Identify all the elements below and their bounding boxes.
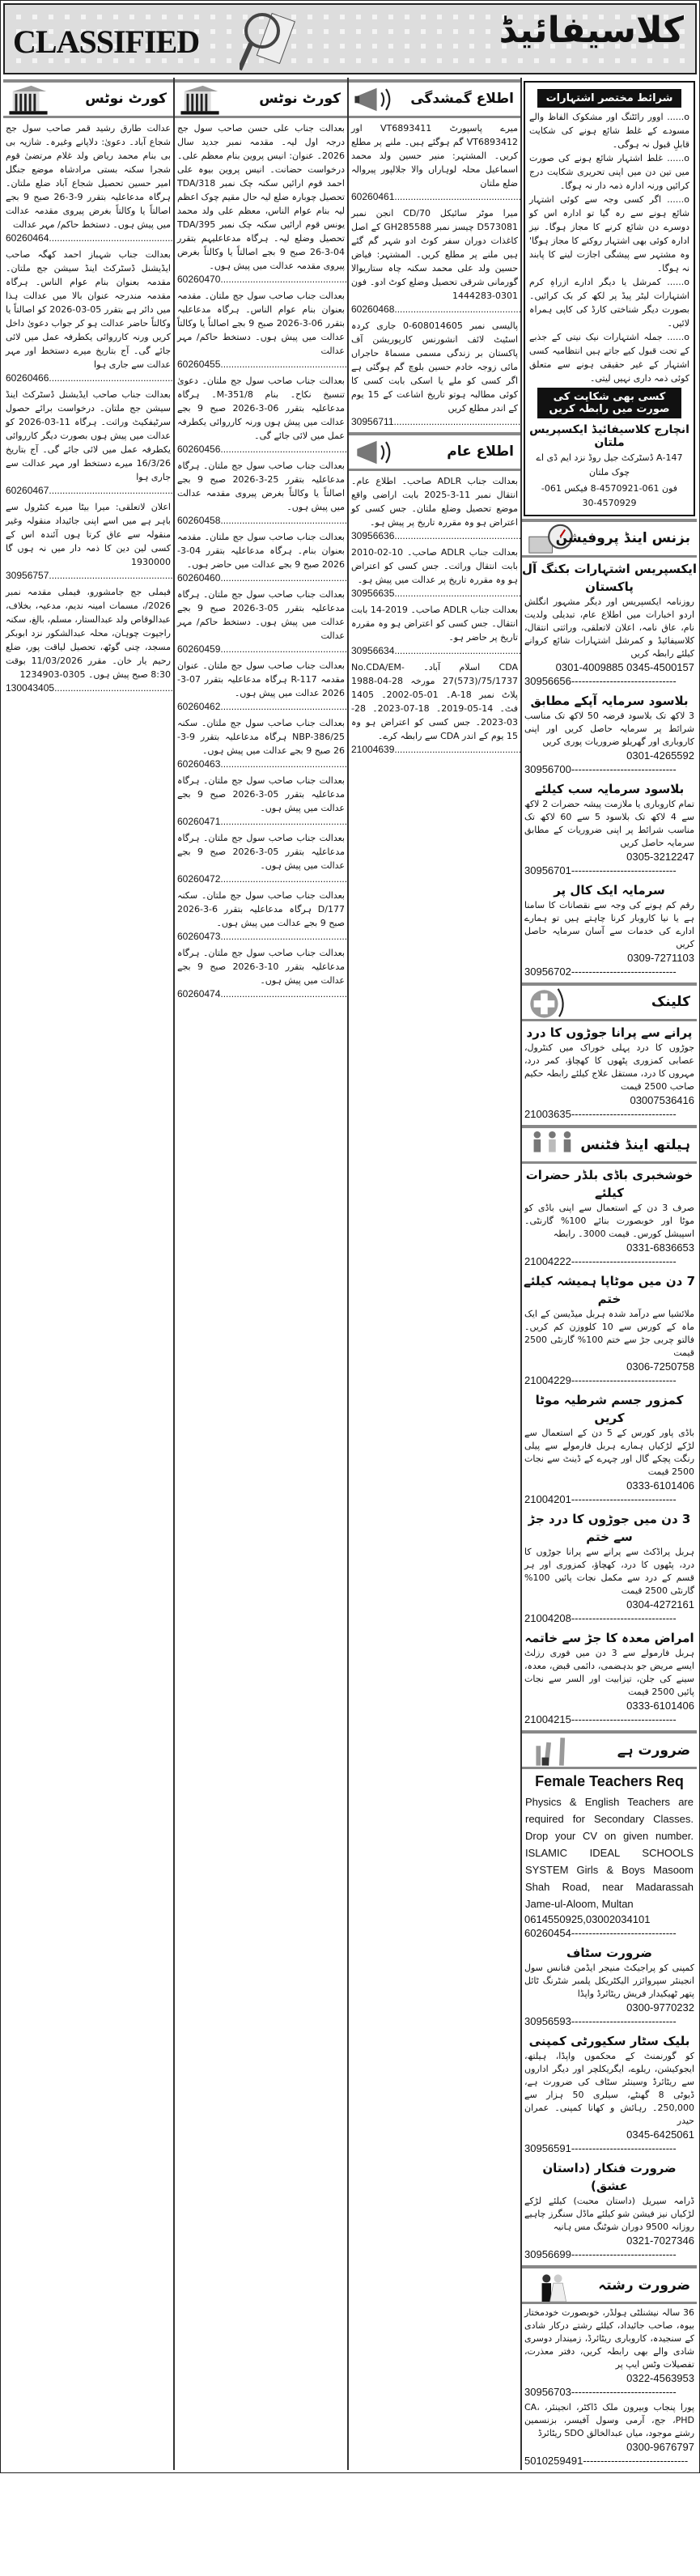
ad-phone: 0301-4265592 bbox=[626, 749, 694, 762]
section-header bbox=[522, 982, 697, 1021]
notice-id: 60260464 ..... bbox=[3, 231, 173, 247]
notice-item bbox=[349, 473, 520, 545]
section-header bbox=[3, 79, 173, 118]
classified-ad bbox=[522, 560, 697, 690]
ad-phone: 0305-3212247 bbox=[626, 851, 694, 863]
ad-id: 21004215 ----- bbox=[522, 1712, 697, 1729]
ad-id: 30956703 ----- bbox=[522, 2385, 697, 2401]
notice-id: 60260471 ..... bbox=[175, 815, 347, 830]
ad-headline: ضرورت فنکار (داستان عشق) bbox=[542, 2161, 677, 2193]
ad-body: ملائشیا سے درآمد شدہ ہربل میڈیسن کے ایک ماہ کے کورس سے 10 کلووزن کم کریں۔ فالتو چربی جڑ سے ختم 100% گارنٹی 2500 قیمت bbox=[524, 1309, 694, 1358]
notice-text: بعدالت جناب شہباز احمد کھگہ صاحب ایڈیشنل ڈسٹرکٹ اینڈ سیشن جج ملتان۔ مقدمہ بعنوان بنام عوام الناس۔ ہرگاہ مقدمہ مندرجہ عنوان بالا میں عدالت ہذا میں دائر ہے بتقرر 05-03-2026 کو اصالتاً یا وکالتاً حاضر عدالت ہو کر جواب دعویٰ داخل کریں ورنہ کارروائی یکطرفہ عمل میں لائی جائے گی۔ آج بتاریخ میرے دستخط اور مہر عدالت سے جاری ہوا bbox=[6, 249, 172, 370]
classified-ad bbox=[522, 1272, 697, 1390]
classified-ad bbox=[522, 1944, 697, 2031]
ad-id: 21004201 ----- bbox=[522, 1492, 697, 1509]
notice-item bbox=[175, 715, 347, 773]
incharge-label: انچارج کلاسیفائیڈ ایکسپریس ملتان bbox=[529, 423, 689, 449]
section-header bbox=[522, 1730, 697, 1769]
ad-phone: 0333-6101406 bbox=[626, 1700, 694, 1712]
notice-id: 60260463 ..... bbox=[175, 758, 347, 773]
notice-item bbox=[175, 458, 347, 529]
ad-id: 30956656 ----- bbox=[522, 674, 697, 690]
ad-body: ڈرامہ سیریل (داستان محبت) کیلئے لڑکے لڑکیاں نیز فیشن شو کیلئے ماڈل سنگرز چاہیے روزانہ 9500 دوران شوٹنگ مس ہانیہ bbox=[524, 2196, 694, 2232]
ad-id: 21004222 ----- bbox=[522, 1254, 697, 1271]
notice-item bbox=[349, 318, 520, 431]
ad-body: 3 لاکھ تک بلاسود قرضہ 50 لاکھ تک مناسب شرائط پر سرمایہ حاصل کریں اور اپنی کاروباری اور گھریلو ضروریات پوری کریں bbox=[524, 711, 694, 747]
classified-ad bbox=[522, 1510, 697, 1628]
section-title: اطلاع عام bbox=[447, 443, 514, 460]
notice-id: 60260458 ..... bbox=[175, 514, 347, 529]
section-header bbox=[522, 2265, 697, 2304]
notice-item bbox=[349, 660, 520, 758]
ad-phone: 0304-4272161 bbox=[626, 1598, 694, 1611]
section-title: کورٹ نوٹس bbox=[259, 91, 341, 107]
notice-id: 60260456 ..... bbox=[175, 443, 347, 458]
notice-item bbox=[175, 830, 347, 888]
notice-item bbox=[175, 121, 347, 288]
notice-text: فیملی جج جامشورو، فیملی مقدمہ نمبر 2026/، مسمات امینہ ندیم، مدعیہ، بخلاف، عبدالوقاص ولد عبدالستار، مسلم، بالغ، سکنہ راجپوت چوہان، محلہ عبدالشکور نزد ابوبکر مسجد، چنی گوٹھ، تحصیل لیاقت پور، ضلع رحیم یار خان۔ مقرر 11/03/2026 بوقت 8:30 صبح پیش ہوں۔ 0305-1234903 bbox=[6, 587, 171, 680]
female-teachers-ad bbox=[522, 1772, 697, 1942]
office-address: 147-A ڈسٹرکٹ جیل روڈ نزد ایم ڈی اے چوک ملتان bbox=[536, 452, 683, 477]
notice-text: بعدالت جناب صاحب سول جج ملتان۔ ہرگاہ مدعاعلیہ بتقرر 10-3-2026 صبح 9 بجے عدالت میں پیش ہوں۔ bbox=[177, 948, 345, 986]
section-title: ضرورت رشتہ bbox=[598, 2277, 690, 2294]
classified-ad bbox=[522, 1629, 697, 1729]
notice-item bbox=[349, 545, 520, 602]
ad-id: 30956699 ----- bbox=[522, 2247, 697, 2264]
notice-item bbox=[175, 658, 347, 715]
terms-item: o...... اوور رائٹنگ اور مشکوک الفاظ والے مسودے کے غلط شائع ہونے کی شکایت قابلِ قبول نہ ہوگی۔ bbox=[529, 112, 689, 150]
notice-id: 60260455 ..... bbox=[175, 358, 347, 373]
notice-text: بعدالت جناب صاحب سول جج ملتان۔ ہرگاہ مدعاعلیہ بتقرر 05-3-2026 صبح 9 بجے عدالت میں پیش ہوں۔ bbox=[177, 833, 345, 871]
classified-ad bbox=[522, 2159, 697, 2264]
classified-ad bbox=[522, 2032, 697, 2158]
ad-id: 21004208 ----- bbox=[522, 1611, 697, 1628]
notice-text: بعدالت جناب صاحب ایڈیشنل ڈسٹرکٹ اینڈ سیشن جج ملتان۔ درخواست برائے حصول سرٹیفکیٹ وراثت۔ ہرگاہ 11-03-2026 کو عدالت میں پیش ہوں بصورت دیگر کارروائی یکطرفہ عمل میں لائی جائے گی۔ آج بتاریخ 16/3/26 میرے دستخط اور مہر عدالت سے جاری ہوا bbox=[6, 389, 172, 482]
ad-phone: 0322-4563953 bbox=[626, 2372, 694, 2384]
notice-text: بعدالت جناب علی حسن صاحب سول جج درجہ اول لیہ۔ مقدمہ نمبر جدید سال 2026۔ عنوان: انیس پروین بنام معظم علی۔ درخواست حضانت۔ انیس پروین بیوہ علی احمد قوم ارائیں سکنہ چک نمبر 318/TDA تحصیل چوبارہ ضلع لیہ حال مقیم چوک اعظم لیہ بنام عوام الناس، معظم علی ولد محمد یونس قوم ارائیں سکنہ چک نمبر 395/TDA تحصیل وضلع لیہ۔ ہرگاہ مدعاعلیہم بتقرر 04-3-26 صبح 9 بجے اصالتاً یا وکالتاً بغرض پیروی مقدمہ عدالت میں پیش ہوں۔ bbox=[177, 123, 345, 271]
ad-body: باڈی پاور کورس کے 5 دن کے استعمال سے لڑکے لڑکیاں ہمارے ہربل فارمولے سے پیلی رنگت پچکے گال اور چہرے کے ڈینٹ سے نجات 2500 قیمت bbox=[524, 1428, 694, 1477]
ad-phone: 0321-7027346 bbox=[626, 2234, 694, 2247]
section-header bbox=[522, 1125, 697, 1164]
notice-text: بعدالت جناب ADLR صاحب۔ اطلاع عام۔ انتقال نمبر 11-3-2025 بابت اراضی واقع موضع تحصیل وضلع ملتان۔ جس کسی کو اعتراض ہو وہ مقررہ تاریخ پر پیش ہو۔ bbox=[351, 476, 518, 528]
ad-body: کو گورنمنٹ کے محکموں واپڈا، ہیلتھ، ایجوکیشن، ریلوے، ایگریکلچر اور دیگر اداروں سے ریٹائرڈ وسینئر سٹاف کی ضرورت ہے، ڈیوٹی 8 گھنٹے، سیلری 50 ہزار سے 250,000۔ رہائش و کھانا کمپنی۔ عمران حیدر bbox=[524, 2051, 694, 2126]
ad-phone: 0331-6836653 bbox=[626, 1241, 694, 1254]
ad-phone: 0300-9770232 bbox=[626, 2001, 694, 2014]
ad-body: روزنامہ ایکسپریس اور دیگر مشہور انگلش اردو اخبارات میں اطلاع عام، تبدیلی ولدیت نام، عاق نامہ، اعلان لاتعلقی، وراثتی انتقال، کلاسیفائیڈ و کمرشل اشتہارات شائع کروانے کیلئے رابطہ کریں bbox=[524, 596, 694, 659]
notice-item bbox=[349, 602, 520, 660]
ad-id: 30956591 ----- bbox=[522, 2141, 697, 2158]
notice-id: 30956634 ..... bbox=[349, 644, 520, 660]
ad-headline: پرانے سے پرانا جوڑوں کا درد bbox=[526, 1025, 693, 1040]
ad-body: Physics & English Teachers are required for Secondary Classes. Drop your CV on given number. ISLAMIC IDEAL SCHOOLS SYSTEM Girls & Boys Masoom Shah Road, near Madarassah Jame-ul-Aloom, Multan bbox=[525, 1796, 694, 1910]
classified-ad bbox=[522, 692, 697, 779]
complaint-banner: کسی بھی شکایت کی صورت میں رابطہ کریں bbox=[537, 388, 681, 418]
masthead-title-en: CLASSIFIED bbox=[13, 23, 200, 60]
ad-phone: 0333-6101406 bbox=[626, 1479, 694, 1492]
ad-body: پورا پنجاب وبیرون ملک ڈاکٹر، انجینئر، CA، PHD، جج، آرمی وسول آفیسر، بزنسمین رشتے موجود، میاں عبدالخالق SDO ریٹائرڈ bbox=[524, 2402, 694, 2438]
ad-headline: سرمایہ ایک کال پر bbox=[554, 883, 665, 898]
terms-item: o...... جملہ اشتہارات نیک نیتی کے جذبے کے تحت قبول کیے جاتے ہیں انتظامیہ کسی اشتہار کے غیر حقیقی ہونے سے متعلق کوئی ذمہ داری نہیں لیتی۔ bbox=[529, 332, 689, 384]
notice-text: پالیسی نمبر 608014605-0 جاری کردہ اسٹیٹ لائف انشورنس کارپوریشن آف پاکستان بر زندگی مسمی مسماۃ حاجراں مائی زوجہ خادم حسین بلوچ گم ہوگئی ہے اگر کسی کو ملے یا اسکی بابت کسی کا کوئی مطالبہ ہوتو تاریخ اشاعت کے 15 یوم کے اندر مطلع کریں bbox=[351, 320, 519, 414]
notice-text: بعدالت جناب صاحب سول جج ملتان۔ ہرگاہ مدعاعلیہ بتقرر 05-3-2026 صبح 9 بجے عدالت میں پیش ہوں۔ دستخط حاکم/ مہر عدالت bbox=[177, 589, 345, 641]
ad-headline: کمزور جسم شرطیہ موٹا کریں bbox=[535, 1393, 684, 1425]
columns bbox=[3, 78, 697, 2470]
notice-text: عدالت طارق رشید قمر صاحب سول جج شجاع آباد۔ دعویٰ: دلاپانے وغیرہ۔ شازیہ بی بی بنام محمد ریاض ولد غلام مرتضیٰ قوم شجرا سکنہ بستی مرادشاہ موضع جنگل امیر حسین تحصیل شجاع آباد ضلع ملتان۔ ہرگاہ مدعاعلیہ بتقرر 9-3-26 صبح 9 بجے اصالتاً یا وکالتاً بغرض پیروی مقدمہ عدالت میں پیش ہوں۔ دستخط حاکم/ مہر عدالت bbox=[6, 123, 171, 230]
notice-item bbox=[3, 121, 173, 247]
notice-item bbox=[3, 584, 173, 697]
notice-id: 60260466 ..... bbox=[3, 371, 173, 387]
ad-body: 36 سالہ نیشنلٹی ہولڈر، خوبصورت خودمختار بیوہ، صاحب جائیداد، کیلئے رشتے درکار شادی کے سنجیدہ، کاروباری ریٹائرڈ، زمیندار دوسری شادی والے بھی رابطہ کریں، دفتر معذرت، تفصیلات وٹس ایپ پر bbox=[524, 2307, 694, 2370]
notice-text: بعدالت جناب صاحب سول جج ملتان۔ مقدمہ بعنوان بنام۔ ہرگاہ مدعاعلیہ بتقرر 04-3-2026 صبح 9 بجے عدالت میں حاضر ہوں۔ bbox=[177, 532, 345, 570]
classified-ad bbox=[522, 1166, 697, 1271]
ad-id: 30956701 ----- bbox=[522, 864, 697, 880]
ad-headline: بلیک سٹار سکیورٹی کمپنی bbox=[528, 2034, 690, 2048]
ad-id: 30956702 ----- bbox=[522, 965, 697, 981]
ad-phone: 03007536416 bbox=[630, 1094, 694, 1106]
notice-id: 60260470 ..... bbox=[175, 273, 347, 288]
classified-ad bbox=[522, 780, 697, 880]
notice-id: 60260468 ..... bbox=[349, 303, 520, 318]
notice-id: 60260467 ..... bbox=[3, 484, 173, 499]
notice-text: بعدالت جناب ADLR صاحب۔ 10-02-2010 بابت انتقال وراثت۔ جس کسی کو اعتراض ہو وہ مقررہ تاریخ پر عدالت میں پیش ہو۔ bbox=[351, 547, 518, 585]
ad-phone: 0309-7271103 bbox=[627, 952, 694, 964]
notice-item bbox=[349, 206, 520, 318]
ad-phone: 0300-9676797 bbox=[626, 2441, 694, 2453]
ad-headline: ضرورت سٹاف bbox=[566, 1946, 652, 1960]
notice-id: 60260472 ..... bbox=[175, 872, 347, 888]
ad-body: تمام کاروباری یا ملازمت پیشہ حضرات 2 لاکھ سے 4 لاکھ تک بلاسود 5 سے 60 لاکھ تک مناسب شرائط پر اپنی ضروریات کے مطابق سرمایہ حاصل کریں bbox=[524, 799, 695, 848]
office-phone: فون 061-4570921-8 فیکس 061-4570929-30 bbox=[541, 483, 678, 508]
ads-column bbox=[522, 78, 697, 2470]
section-title: ضرورت ہے bbox=[617, 1742, 690, 1759]
section-header bbox=[522, 519, 697, 558]
classified-ad bbox=[522, 881, 697, 981]
notice-text: بعدالت جناب ADLR صاحب۔ 2019-14 بابت انتقال۔ جس کسی کو اعتراض ہو وہ مقررہ تاریخ پر حاضر ہو۔ bbox=[351, 605, 518, 643]
ad-headline: امراض معدہ کا جڑ سے خاتمہ bbox=[524, 1631, 694, 1645]
ad-phone: 0614550925,03002034101 bbox=[524, 1913, 651, 1925]
ad-headline: 7 دن میں موٹاپا ہمیشہ کیلئے ختم bbox=[523, 1274, 696, 1306]
notice-text: بعدالت جناب صاحب سول جج ملتان۔ سکنہ 177/D ہرگاہ مدعاعلیہ بتقرر 6-3-2026 صبح 9 بجے عدالت میں پیش ہوں۔ bbox=[177, 890, 345, 928]
classified-ad bbox=[522, 1391, 697, 1509]
ad-id: 30956700 ----- bbox=[522, 762, 697, 779]
notice-id: 30956711 ..... bbox=[349, 415, 520, 431]
terms-item: o...... کمرشل یا دیگر ادارے ازراہِ کرم اشتہارات لیٹر پیڈ پر لکھ کر بک کرائیں۔ بصورت دیگر شناختی کارڈ کی کاپی ہمراہ لائیں۔ bbox=[529, 277, 689, 329]
notice-text: اعلان لاتعلقی: میرا بیٹا میرے کنٹرول سے باہر ہے میں اسے اپنی جائیداد منقولہ وغیر منقولہ سے عاق کرتا ہوں آئندہ اس کے کسی لین دین کا ذمہ دار میں نہ ہوں گا 1930000 bbox=[6, 502, 171, 567]
ad-id: 21004229 ----- bbox=[522, 1373, 697, 1390]
notice-id: 60260473 ..... bbox=[175, 930, 347, 945]
ad-headline: Female Teachers Req bbox=[535, 1773, 684, 1789]
notice-item bbox=[175, 945, 347, 1003]
ad-body: کمپنی کو پراجیکٹ منیجر ایڈمن فنانس سول انجینئر سپروائزر الیکٹریکل پلمبر شٹرنگ ٹائل پتھر ٹھیکیدار فریش ریٹائرڈ واپڈا bbox=[524, 1963, 694, 1999]
ad-phone: 0301-4009885 0345-4500157 bbox=[555, 661, 694, 673]
notice-text: CDA اسلام آباد۔ No.CDA/EM-27(573)/75/1737 مورخہ 28-04-1988 پلاٹ نمبر 18-A۔ 01-05-2002۔ 1405 فٹ۔ 14-05-2019۔ 18-07-2023۔ 28-03-2023۔ جس کسی کو اعتراض ہو وہ 15 یوم کے اندر CDA سے رابطہ کرے۔ bbox=[351, 662, 518, 741]
notice-text: بعدالت جناب صاحب سول جج ملتان۔ سکنہ NBP-386/25 ہرگاہ مدعاعلیہ بتقرر 9-3-26 صبح 9 بجے عدالت میں پیش ہوں۔ bbox=[177, 718, 345, 756]
notice-item bbox=[175, 288, 347, 373]
ad-headline: بلاسود سرمایہ سب کیلئے bbox=[534, 782, 685, 796]
notice-item bbox=[349, 121, 520, 206]
notice-id: 60260474 ..... bbox=[175, 987, 347, 1003]
magnifier-newspaper-icon bbox=[240, 8, 296, 73]
classified-ad bbox=[522, 1024, 697, 1123]
ad-id: 30956593 ----- bbox=[522, 2014, 697, 2031]
notice-item bbox=[175, 529, 347, 587]
ad-id: 60260454 ----- bbox=[522, 1926, 697, 1942]
notice-item bbox=[175, 773, 347, 830]
ad-body: ہربل فارمولے سے 3 دن میں فوری رزلٹ ایسے مریض جو بدہضمی، دائمی قبض، معدہ، سینے کی جلن، تیزابیت اور السر سے نجات پائیں 2500 قیمت bbox=[524, 1648, 694, 1697]
notice-item bbox=[3, 247, 173, 387]
notice-id: 60260461 ..... bbox=[349, 190, 520, 206]
terms-item: o...... غلط اشتہار شائع ہونے کی صورت میں تین دن میں اپنی تحریری شکایت درج کرائیں ورنہ ادارہ ذمہ دار نہ ہوگا۔ bbox=[529, 153, 689, 191]
ad-headline: ایکسپریس اشتہارات بکنگ آل پاکستان bbox=[522, 562, 697, 594]
notice-text: بعدالت جناب صاحب سول جج ملتان۔ ہرگاہ مدعاعلیہ بتقرر 25-3-2026 صبح 9 بجے اصالتاً یا وکالتاً بغرض پیروی مقدمہ عدالت میں پیش ہوں۔ bbox=[177, 460, 345, 512]
terms-item: o...... اگر کسی وجہ سے کوئی اشتہار شائع ہونے سے رہ گیا تو ادارہ اس کو دوسرے دن شائع کرنے کا مجاز ہوگا۔ نیز ادارہ کوئی بھی اشتہار روکنے کا مجاز ہوگا' وہ مشتہر سے پیشگی اجازت لینے کا پابند نہ ہوگا۔ bbox=[528, 194, 689, 274]
ad-id: 21003635 ----- bbox=[522, 1107, 697, 1123]
notice-item bbox=[175, 888, 347, 945]
notice-text: بعدالت جناب صاحب سول جج ملتان۔ ہرگاہ مدعاعلیہ بتقرر 05-3-2026 صبح 9 بجے عدالت میں پیش ہوں۔ bbox=[177, 775, 345, 813]
notice-item bbox=[3, 499, 173, 584]
ad-body: صرف 3 دن کے استعمال سے اپنی باڈی کو موٹا اور خوبصورت بنائے 100% گارنٹی۔ اسپیشل کورس۔ قیمت 3000۔ رابطہ bbox=[524, 1203, 695, 1239]
ad-id: 5010259491 ----- bbox=[522, 2454, 697, 2470]
ad-terms-box bbox=[524, 81, 695, 516]
notice-id: 60260459 ..... bbox=[175, 643, 347, 658]
notice-id: 60260460 ..... bbox=[175, 571, 347, 587]
masthead bbox=[3, 3, 697, 74]
notice-item bbox=[175, 373, 347, 458]
ad-phone: 0306-7250758 bbox=[626, 1360, 694, 1373]
ad-phone: 0345-6425061 bbox=[626, 2128, 694, 2141]
ad-body: ہربل پراڈکٹ سے پرانے سے پرانا جوڑوں کا درد، پٹھوں کا درد، کھچاؤ، کمزوری اور ہر قسم کے درد سے مکمل نجات پائیں 100% گارنٹی 2500 قیمت bbox=[524, 1547, 694, 1596]
section-header bbox=[349, 79, 520, 118]
section-header bbox=[349, 432, 520, 471]
section-title: ہیلتھ اینڈ فٹنس bbox=[580, 1137, 690, 1153]
notice-text: بعدالت جناب صاحب سول جج ملتان۔ مقدمہ بعنوان بنام عوام الناس۔ ہرگاہ مدعاعلیہ بتقرر 06-3-2026 صبح 9 بجے اصالتاً یا وکالتاً عدالت میں پیش ہوں۔ دستخط حاکم/ مہر عدالت bbox=[177, 291, 345, 356]
notice-item bbox=[3, 387, 173, 499]
ad-body: رقم کم ہونے کی وجہ سے نقصانات کا سامنا ہے یا نیا کاروبار کرنا چاہتے ہیں تو ہمارے ادارے کی خدمات سے آسان سرمایہ حاصل کریں bbox=[524, 900, 694, 949]
classified-ad bbox=[522, 2401, 697, 2470]
terms-title: شرائط مختصر اشتہارات bbox=[537, 89, 681, 108]
notice-id: 130043405 ..... bbox=[3, 681, 173, 697]
masthead-title-ur: کلاسیفائیڈ bbox=[498, 10, 684, 51]
ad-headline: بلاسود سرمایہ آپکے مطابق bbox=[530, 694, 689, 708]
court-notices-column-1 bbox=[3, 78, 173, 697]
notice-id: 30956636 ..... bbox=[349, 529, 520, 545]
notice-text: بعدالت جناب صاحب سول جج ملتان۔ عنوان مقدمہ R-117 ہرگاہ مدعاعلیہ بتقرر 07-3-2026 عدالت میں پیش ہوں۔ bbox=[177, 660, 345, 698]
ad-headline: خوشخبری باڈی بلڈر حضرات کیلئے bbox=[525, 1168, 694, 1200]
notice-id: 30956757 ..... bbox=[3, 569, 173, 584]
section-title: اطلاع گمشدگی bbox=[410, 91, 514, 107]
section-title: بزنس اینڈ پروفیشن bbox=[555, 530, 690, 546]
ad-headline: 3 دن میں جوڑوں کا درد جڑ سے ختم bbox=[528, 1512, 691, 1544]
notice-id: 60260462 ..... bbox=[175, 700, 347, 715]
ad-body: جوڑوں کا درد پہلی خوراک میں کنٹرول، عصابی کمزوری پٹھوں کا کھچاؤ، کمر درد، مہروں کا درد، مستقل علاج کیلئے رابطہ حکیم صاحب 2500 قیمت bbox=[524, 1042, 694, 1092]
court-notices-column-2 bbox=[175, 78, 347, 1003]
section-title: کلینک bbox=[651, 994, 690, 1010]
lost-notices-column bbox=[349, 78, 520, 758]
section-title: کورٹ نوٹس bbox=[85, 91, 167, 107]
notice-text: بعدالت جناب صاحب سول جج ملتان۔ دعویٰ تنسیخ نکاح۔ بنام 351/8-M۔ ہرگاہ مدعاعلیہ بتقرر 06-3-2026 صبح 9 بجے عدالت میں پیش ہوں ورنہ کارروائی یکطرفہ عمل میں لائی جائے گی۔ bbox=[177, 376, 345, 441]
notice-text: میرا موٹر سائیکل CD/70 انجن نمبر D573081 چیسز نمبر GH285588 کے اصل کاغذات دوران سفر کوٹ ادو شہر گم گئے ہیں ملنے پر مطلع کریں۔ المشتہر: فیاض حسین ولد علی محمد سکنہ چاہ ستاریوالا گورمانی شرقی تحصیل وضلع کوٹ ادو۔ فون 0301-1444283 bbox=[351, 208, 518, 301]
notice-id: 21004639 ..... bbox=[349, 743, 520, 758]
section-header bbox=[175, 79, 347, 118]
notice-text: میرے پاسپورٹ VT6893411 اور VT6893412 گم ہوگئے ہیں۔ ملنے پر مطلع کریں۔ المشتہر: منیر حسین ولد محمد اسماعیل محلہ لوہاراں والا جلالپور پیروالہ ضلع ملتان bbox=[351, 123, 518, 189]
notice-item bbox=[175, 587, 347, 658]
notice-id: 30956635 ..... bbox=[349, 587, 520, 602]
classified-ad bbox=[522, 2307, 697, 2401]
